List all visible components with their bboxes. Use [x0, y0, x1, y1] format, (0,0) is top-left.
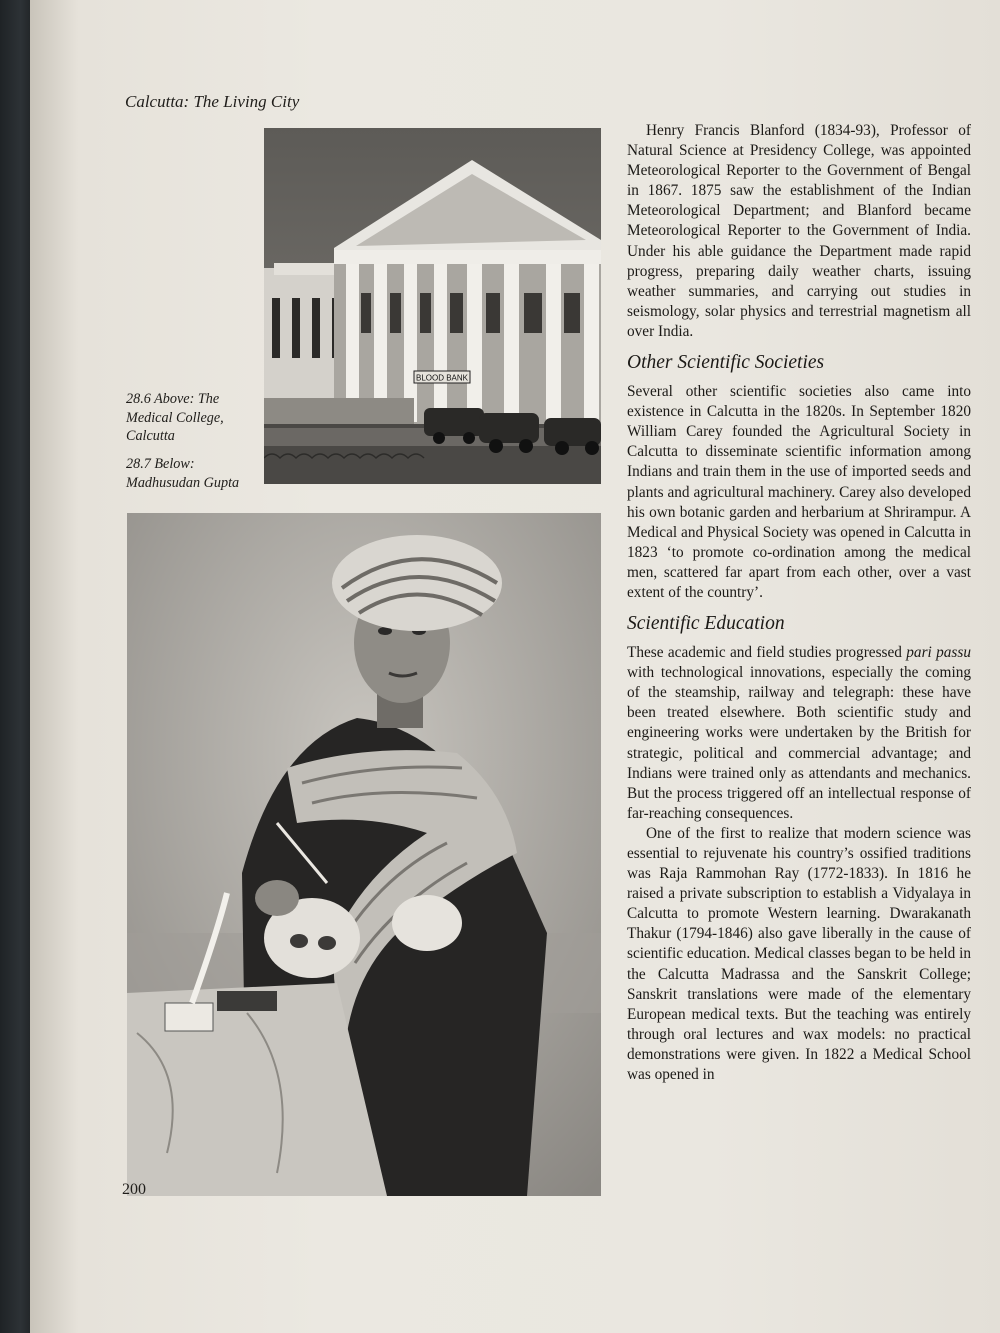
paragraph-societies: Several other scientific societies also came into existence in Calcutta in the 1820s. In September 1820 William Carey founded the Agricultural Society in Calcutta to disseminate scientific information among Indians and train them in the use of imported seeds and plants and agricultural machinery. Carey also developed his own botanic garden and herbarium at Shrirampur. A Medical and Physical Society was opened in Calcutta in 1823 ‘to promote co-ordination among the medical men, scattered far apart from each other, over a vast extent of the country’. [627, 383, 971, 601]
page-number: 200 [122, 1181, 146, 1198]
madhusudan-gupta-portrait [127, 513, 601, 1196]
body-text-column [627, 121, 971, 1085]
paragraph-education-part1: These academic and field studies progressed [627, 644, 907, 662]
running-head: Calcutta: The Living City [125, 92, 300, 111]
paragraph-blanford: Henry Francis Blanford (1834-93), Professor of Natural Science at Presidency College, was appointed Meteorological Reporter to the Government of Bengal in 1867. 1875 saw the establishment of the Indian Meteorological Department; and Blanford became Meteorological Reporter to the Government of India. Under his able guidance the Department made rapid progress, preparing daily weather charts, issuing weather summaries, and carrying out studies in seismology, solar physics and terrestrial magnetism all over India. [627, 122, 971, 340]
pari-passu-phrase: pari passu [906, 644, 971, 662]
figure-caption-madhusudan-gupta: 28.7 Below: Madhusudan Gupta [126, 456, 240, 491]
blood-bank-sign: BLOOD BANK [415, 373, 469, 383]
paragraph-rammohan-ray: One of the first to realize that modern science was essential to rejuvenate his country’s ossified traditions was Raja Rammohan Ray (1772-1833). In 1816 he raised a private subscription to establish a Vidyalaya in Calcutta to promote Western learning. Dwarakanath Thakur (1794-1846) also gave liberally in the cause of scientific education. Medical classes began to be held in the Calcutta Madrassa and the Sanskrit College; Sanskrit translations were made of the elementary European medical texts. But the teaching was entirely through oral lectures and wax models: no practical demonstrations were given. In 1822 a Medical School was opened in [627, 824, 971, 1084]
book-page [30, 0, 1000, 1333]
medical-college-photo [264, 128, 601, 484]
paragraph-education-part2: with technological innovations, especially the coming of the steamship, railway and telegraph: these have been treated elsewhere. Both scientific study and engineering works were undertaken by the British for strategic, political and commercial advantage; and Indians were trained only as attendants and mechanics. But the process triggered off an intellectual response of far-reaching consequences. [627, 664, 971, 822]
paragraph-education [627, 643, 971, 824]
section-heading-scientific-education: Scientific Education [627, 613, 785, 635]
figure-caption-medical-college: 28.6 Above: The Medical College, Calcutta [126, 391, 224, 444]
section-heading-other-societies: Other Scientific Societies [627, 352, 825, 374]
